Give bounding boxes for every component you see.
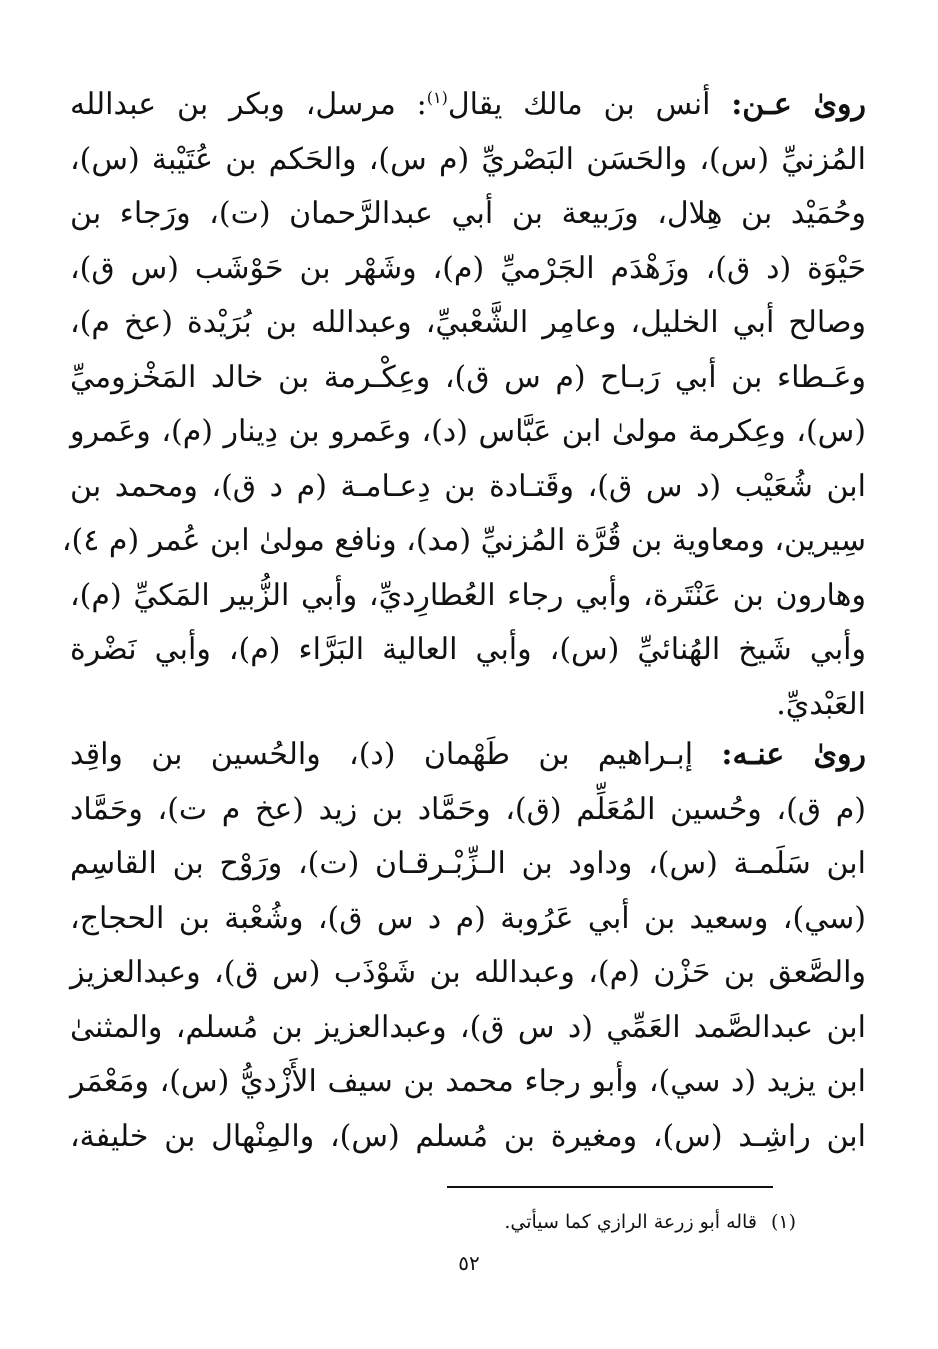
section-lead: روىٰ عنـه: (721, 737, 866, 772)
narrators-from-paragraph (61, 78, 866, 732)
text-line: وحُمَيْد بن هِلال، ورَبيعة بن أبي عبدالرَّحمان (ت)، ورَجاء بن (70, 196, 866, 231)
text-line: والصَّعق بن حَزْن (م)، وعبدالله بن شَوْذَب (س ق)، وعبدالعزيز (70, 955, 866, 990)
line-text: إبـراهيم بن طَهْمان (د)، والحُسين بن واقِد (70, 737, 722, 772)
text-line: وعَـطاء بن أبي رَبـاح (م س ق)، وعِكْـرمة بن خالد المَخْزوميِّ (70, 359, 866, 395)
text-line: وصالح أبي الخليل، وعامِر الشَّعْبيِّ، وعبدالله بن بُرَيْدة (عخ م)، (70, 305, 866, 340)
page-number: ٥٢ (458, 1251, 480, 1275)
footnote (300, 1208, 796, 1236)
text-line (70, 78, 866, 133)
text-line: المُزنيِّ (س)، والحَسَن البَصْريِّ (م س)، والحَكم بن عُتَيْبة (س)، (70, 141, 866, 177)
footnote-number: (١) (770, 1211, 796, 1233)
text-line: حَيْوَة (د ق)، وزَهْدَم الجَرْميِّ (م)، وشَهْر بن حَوْشَب (س ق)، (70, 250, 866, 286)
text-line: ابن يزيد (د سي)، وأبو رجاء محمد بن سيف الأَزْديُّ (س)، ومَعْمَر (70, 1064, 866, 1099)
section-lead: روىٰ عـن: (731, 87, 866, 122)
footnote-reference[interactable]: (١) (426, 88, 448, 107)
text-line: (م ق)، وحُسين المُعَلِّم (ق)، وحَمَّاد بن زيد (عخ م ت)، وحَمَّاد (70, 791, 866, 827)
text-line: وأبي شَيخ الهُنائيِّ (س)، وأبي العالية البَرَّاء (م)، وأبي نَضْرة (70, 632, 866, 667)
footnote-text: قاله أبو زرعة الرازي كما سيأتي. (504, 1211, 757, 1233)
narrators-to-paragraph (70, 728, 866, 1164)
text-line: سِيرين، ومعاوية بن قُرَّة المُزنيِّ (مد)، ونافع مولىٰ ابن عُمر (م ٤)، (61, 523, 866, 558)
text-line: ابن راشِـد (س)، ومغيرة بن مُسلم (س)، والمِنْهال بن خليفة، (70, 1118, 866, 1154)
text-line (70, 728, 866, 783)
text-line: (سي)، وسعيد بن أبي عَرُوبة (م د س ق)، وشُعْبة بن الحجاج، (70, 900, 866, 936)
text-line: ابن سَلَمـة (س)، وداود بن الـزِّبْـرقـان (ت)، ورَوْح بن القاسِم (70, 846, 866, 881)
text-line: ابن شُعَيْب (د س ق)، وقَتـادة بن دِعـامـة (م د ق)، ومحمد بن (70, 468, 866, 504)
text-line: (س)، وعِكرمة مولىٰ ابن عَبَّاس (د)، وعَمرو بن دِينار (م)، وعَمرو (70, 414, 866, 449)
line-text: : مرسل، وبكر بن عبدالله (70, 87, 427, 122)
text-line: ابن عبدالصَّمد العَمِّي (د س ق)، وعبدالعزيز بن مُسلم، والمثنىٰ (70, 1009, 866, 1045)
line-text: أنس بن مالك يقال (447, 87, 732, 122)
footnote-divider (447, 1186, 773, 1188)
text-line: وهارون بن عَنْتَرة، وأبي رجاء العُطارِديِّ، وأبي الزُّبير المَكيِّ (م)، (70, 577, 866, 613)
text-line: العَبْديِّ. (776, 686, 866, 722)
